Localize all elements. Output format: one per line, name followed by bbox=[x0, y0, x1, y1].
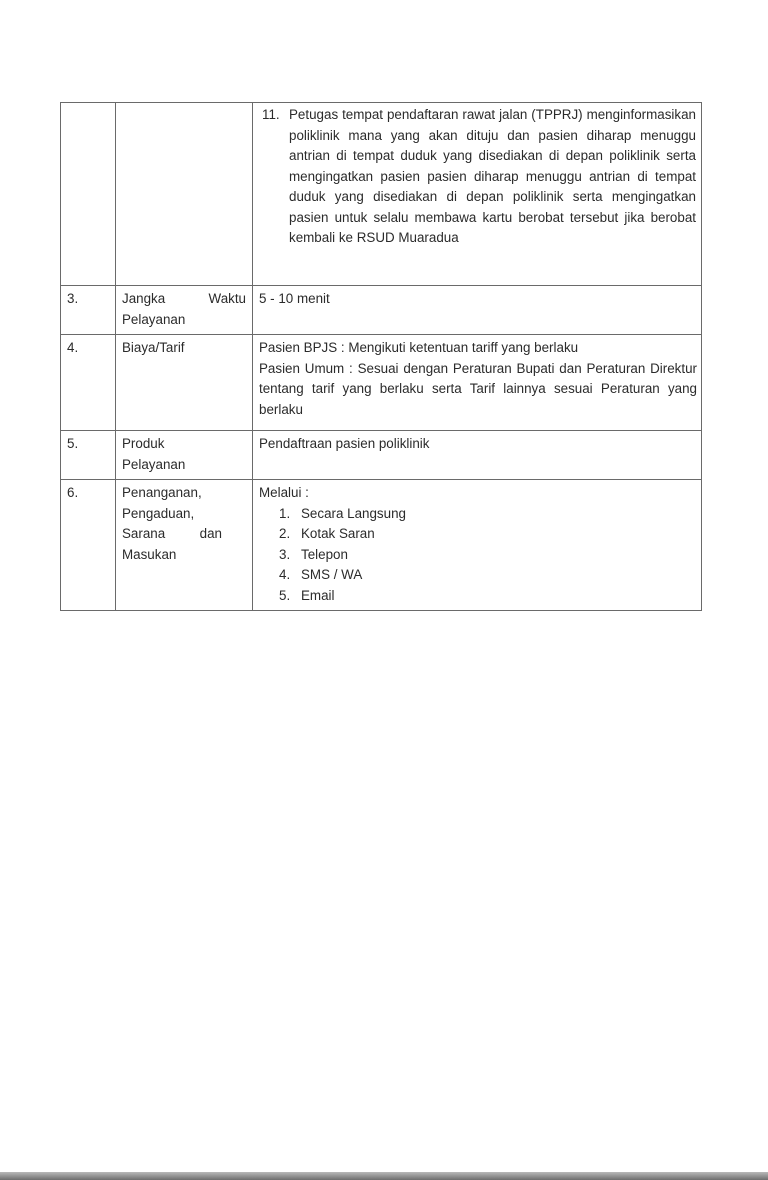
label-line: Produk bbox=[122, 436, 165, 451]
label-word: Sarana bbox=[122, 526, 166, 541]
tariff-bpjs: Pasien BPJS : Mengikuti ketentuan tariff yang berlaku bbox=[259, 340, 579, 355]
table-row bbox=[61, 480, 702, 611]
row-number: 6. bbox=[61, 480, 116, 611]
channel-list bbox=[259, 504, 697, 607]
channels-intro: Melalui : bbox=[259, 485, 309, 500]
row-number: 5. bbox=[61, 431, 116, 480]
row-label bbox=[116, 431, 253, 480]
row-label bbox=[116, 480, 253, 611]
label-line: Penanganan, bbox=[122, 485, 202, 500]
list-item: 1. Secara Langsung bbox=[279, 505, 406, 521]
scan-edge-shadow bbox=[0, 1172, 768, 1180]
list-item: 3. Telepon bbox=[279, 546, 348, 562]
label-word: Waktu bbox=[208, 291, 246, 306]
row-label bbox=[116, 286, 253, 335]
label-line: Pengaduan, bbox=[122, 505, 195, 521]
row-number: 4. bbox=[61, 335, 116, 431]
table-row bbox=[61, 335, 702, 431]
step-number: 11. bbox=[262, 107, 280, 122]
number-cell bbox=[61, 103, 116, 286]
list-item: 2. Kotak Saran bbox=[279, 526, 375, 541]
label-word: dan bbox=[199, 526, 222, 541]
list-item: 4. SMS / WA bbox=[279, 567, 363, 582]
table-row bbox=[61, 431, 702, 480]
label-word: Jangka bbox=[122, 291, 166, 306]
label-cell bbox=[116, 103, 253, 286]
service-standard-table bbox=[60, 102, 702, 611]
table-row bbox=[61, 103, 702, 286]
step-text: Petugas tempat pendaftaran rawat jalan (TPPRJ) menginformasikan poliklinik mana yang akan dituju dan pasien diharap menuggu antrian di tempat duduk yang disediakan di depan poliklinik serta mengingatkan pasien pasien diharap menuggu antrian di tempat duduk yang disediakan di depan poliklinik serta mengingatkan pasien untuk selalu membawa kartu berobat tersebut jika berobat kembali ke RSUD Muaradua bbox=[289, 107, 696, 245]
procedure-step bbox=[259, 105, 697, 249]
content-cell bbox=[253, 103, 702, 286]
label-line: Pelayanan bbox=[122, 311, 186, 327]
label-line: Pelayanan bbox=[122, 456, 186, 472]
row-label: Biaya/Tarif bbox=[116, 335, 253, 431]
label-line: Masukan bbox=[122, 546, 177, 562]
row-content: 5 - 10 menit bbox=[253, 286, 702, 335]
row-content bbox=[253, 480, 702, 611]
row-content bbox=[253, 335, 702, 431]
row-content: Pendaftraan pasien poliklinik bbox=[253, 431, 702, 480]
list-item: 5. Email bbox=[279, 587, 335, 603]
row-number: 3. bbox=[61, 286, 116, 335]
table-row bbox=[61, 286, 702, 335]
tariff-umum: Pasien Umum : Sesuai dengan Peraturan Bupati dan Peraturan Direktur tentang tarif yang berlaku serta Tarif lainnya sesuai Peraturan yang berlaku bbox=[259, 360, 697, 417]
